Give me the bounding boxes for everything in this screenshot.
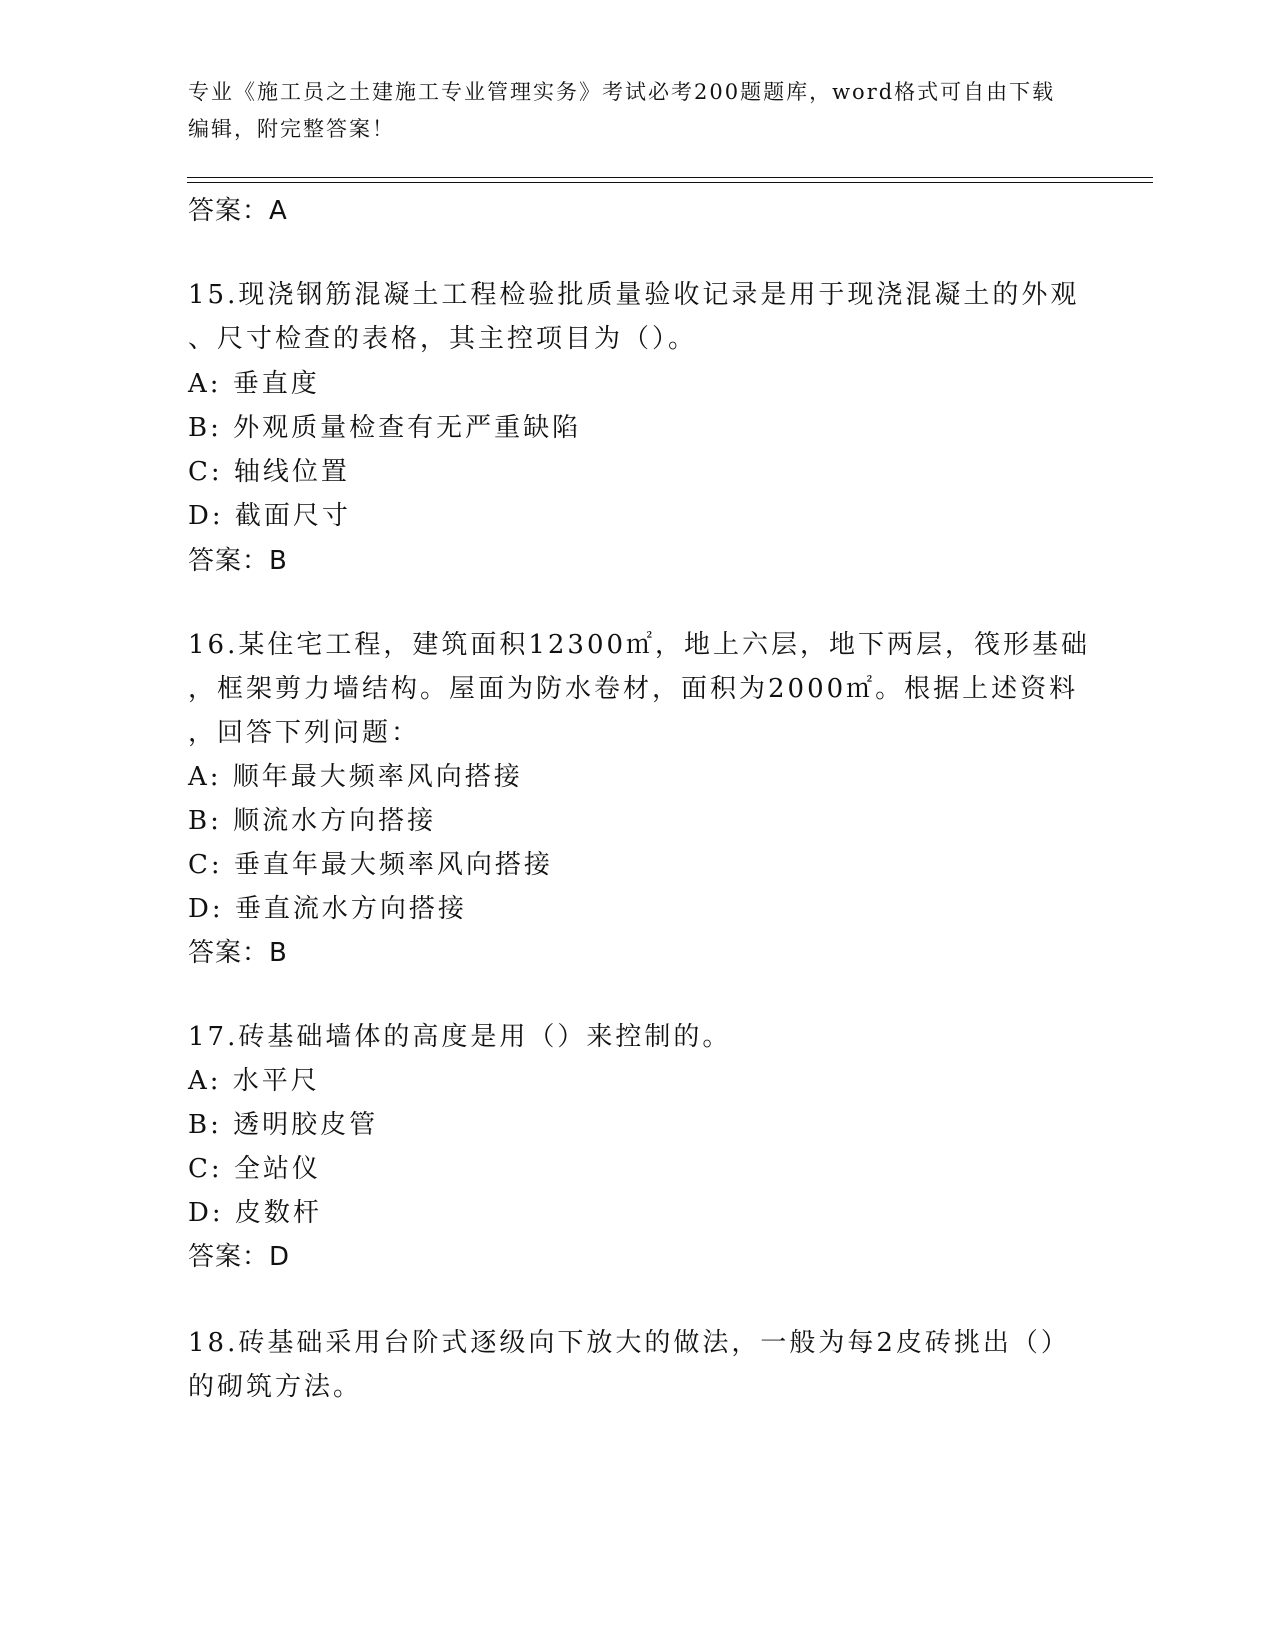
- question-15-option-c: C: 轴线位置: [188, 457, 350, 487]
- question-16-option-c: C: 垂直年最大频率风向搭接: [188, 850, 553, 880]
- question-15-option-a: A: 垂直度: [188, 369, 320, 399]
- question-16-option-b: B: 顺流水方向搭接: [188, 806, 437, 836]
- question-17-option-d: D: 皮数杆: [188, 1198, 322, 1228]
- question-18-stem-line-2: 的砌筑方法。: [188, 1372, 363, 1402]
- question-18-stem-line-1: 18.砖基础采用台阶式逐级向下放大的做法，一般为每2皮砖挑出（）: [188, 1328, 1070, 1358]
- answer-14: 答案：A: [188, 196, 288, 226]
- answer-16: 答案：B: [188, 938, 288, 968]
- question-17-stem-line-1: 17.砖基础墙体的高度是用（）来控制的。: [188, 1022, 732, 1052]
- question-16-option-d: D: 垂直流水方向搭接: [188, 894, 467, 924]
- header-divider-bottom: [187, 182, 1153, 183]
- question-15-option-b: B: 外观质量检查有无严重缺陷: [188, 413, 582, 443]
- question-17-option-c: C: 全站仪: [188, 1154, 321, 1184]
- document-header: 专业《施工员之土建施工专业管理实务》考试必考200题题库，word格式可自由下载编辑，附完整答案！: [188, 80, 1056, 141]
- question-17-option-b: B: 透明胶皮管: [188, 1110, 379, 1140]
- answer-15: 答案：B: [188, 546, 288, 576]
- header-divider-top: [187, 177, 1153, 178]
- question-15-stem-line-2: 、尺寸检查的表格，其主控项目为（）。: [188, 324, 698, 354]
- question-17-option-a: A: 水平尺: [188, 1066, 320, 1096]
- question-16-stem-line-3: ，回答下列问题：: [188, 718, 421, 748]
- question-16-stem-line-1: 16.某住宅工程，建筑面积12300㎡，地上六层，地下两层，筏形基础: [188, 630, 1091, 660]
- question-15-stem-line-1: 15.现浇钢筋混凝土工程检验批质量验收记录是用于现浇混凝土的外观: [188, 280, 1080, 310]
- question-15-option-d: D: 截面尺寸: [188, 501, 351, 531]
- answer-17: 答案：D: [188, 1242, 291, 1272]
- question-16-stem-line-2: ，框架剪力墙结构。屋面为防水卷材，面积为2000㎡。根据上述资料: [188, 674, 1079, 704]
- question-16-option-a: A: 顺年最大频率风向搭接: [188, 762, 523, 792]
